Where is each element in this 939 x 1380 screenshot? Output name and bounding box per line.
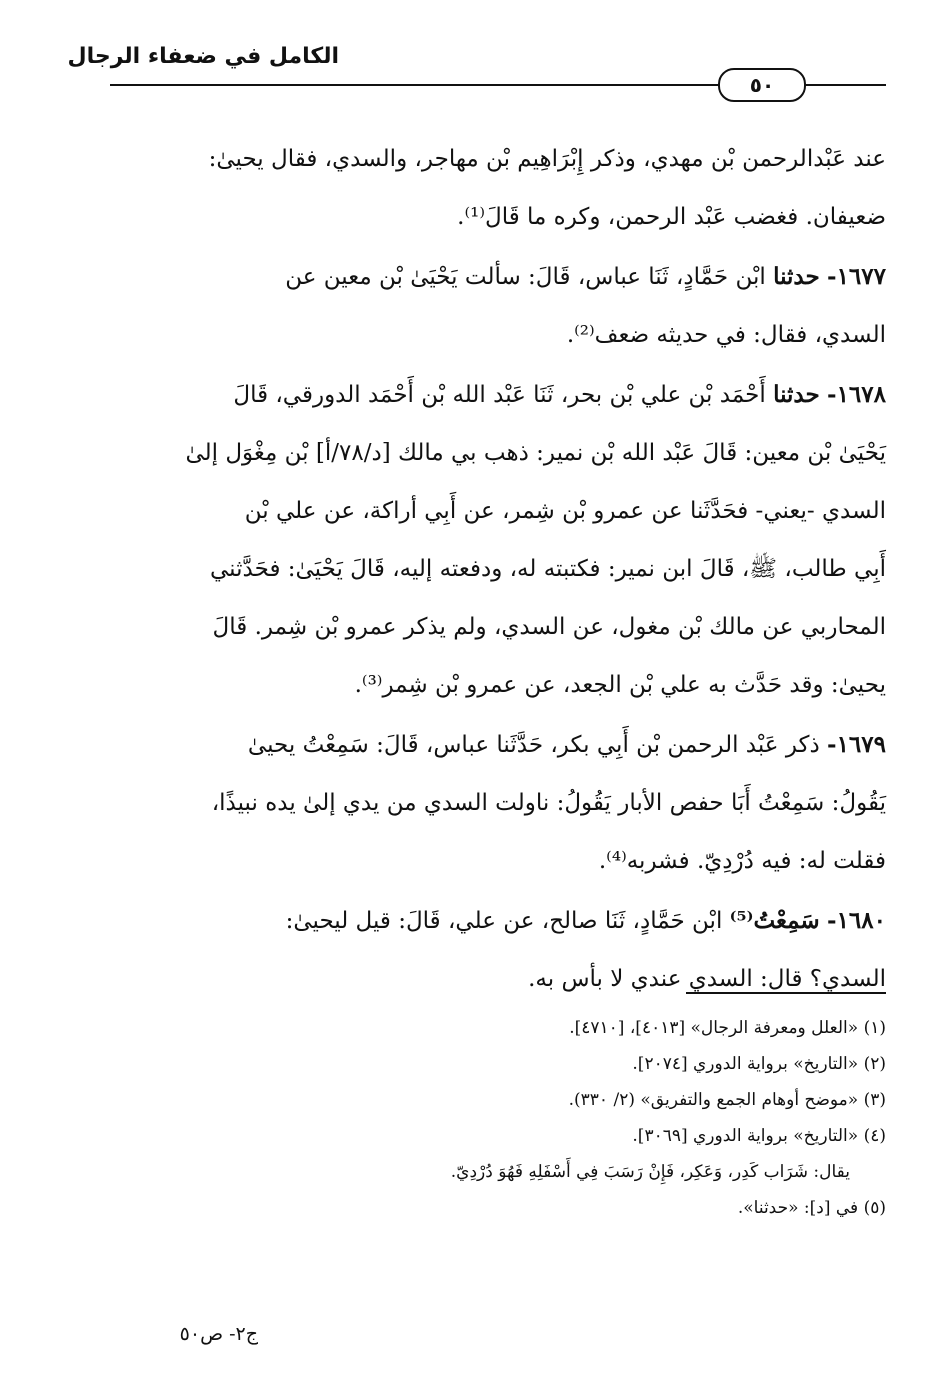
hadith-text: ذكر عَبْد الرحمن بْن أَبِي بكر، حَدَّثَنا عباس، قَالَ: سَمِعْتُ يحيىٰ [247, 732, 820, 758]
footnote-4: (٤) «التاريخ» برواية الدوري [٣٠٦٩]. [632, 1126, 886, 1146]
paragraph-1679-line-2: يَقُولُ: سَمِعْتُ أَبَا حفص الأبار يَقُولُ: ناولت السدي من يدي إلىٰ يده نبيذًا، [211, 790, 886, 816]
paragraph-1679 [108, 716, 886, 774]
footnotes [106, 1010, 886, 1226]
page-number-badge: ٥٠ [718, 68, 806, 102]
paragraph-1680 [108, 892, 886, 950]
paragraph-1678 [108, 366, 886, 424]
footnote-5: (٥) في [د]: «حدثنا». [737, 1198, 886, 1218]
hadith-number: ١٦٧٨- [827, 381, 886, 408]
hadith-text: أَحْمَد بْن علي بْن بحر، ثَنَا عَبْد الله بْن أَحْمَد الدورقي، قَالَ [233, 382, 766, 408]
footnote-3: (٣) «موضح أوهام الجمع والتفريق» (٢/ ٣٣٠). [568, 1090, 886, 1110]
running-title: الكامل في ضعفاء الرجال [67, 44, 339, 69]
paragraph-1678-line-6: يحيىٰ: وقد حَدَّث به علي بْن الجعد، عن عمرو بْن شِمر⁽³⁾. [354, 672, 886, 698]
footnote-separator [686, 992, 886, 994]
hadith-text: ابْن حَمَّادٍ، ثَنَا عباس، قَالَ: سألت يَحْيَىٰ بْن معين عن [285, 264, 766, 290]
volume-page-reference: ج٢- ص٥٠ [179, 1323, 258, 1345]
paragraph-1678-line-5: المحاربي عن مالك بْن مغول، عن السدي، ولم يذكر عمرو بْن شِمر. قَالَ [212, 614, 886, 640]
hadith-keyword: سَمِعْتُ⁽⁵⁾ [729, 907, 820, 934]
footnote-4-gloss: يقال: شَرَاب كَدِر، وَعَكِر، فَإِنْ رَسَبَ فِي أَسْفَلِهِ فَهُوَ دُرْدِيّ. [450, 1162, 850, 1182]
paragraph-intro-line-2: ضعيفان. فغضب عَبْد الرحمن، وكره ما قَالَ⁽¹⁾. [457, 204, 886, 230]
paragraph-1678-line-3: السدي -يعني- فحَدَّثَنا عن عمرو بْن شِمر، عن أَبِي أراكة، عن علي بْن [244, 498, 886, 524]
paragraph-1677 [108, 248, 886, 306]
hadith-text: ابْن حَمَّادٍ، ثَنَا صالح، عن علي، قَالَ: قيل ليحيىٰ: [285, 908, 723, 934]
footnote-1: (١) «العلل ومعرفة الرجال» [٤٠١٣]، [٤٧١٠]. [569, 1018, 886, 1038]
paragraph-1678-line-4: أَبِي طالب، ﷺ، قَالَ ابن نمير: فكتبته له، ودفعته إليه، قَالَ يَحْيَىٰ: فحَدَّثني [210, 556, 886, 582]
footnote-2: (٢) «التاريخ» برواية الدوري [٢٠٧٤]. [632, 1054, 886, 1074]
paragraph-intro-line-1: عند عَبْدالرحمن بْن مهدي، وذكر إِبْرَاهِيم بْن مهاجر، والسدي، فقال يحيىٰ: [208, 146, 886, 172]
paragraph-1679-line-3: فقلت له: فيه دُرْدِيّ. فشربه⁽⁴⁾. [598, 848, 886, 874]
hadith-keyword: حدثنا [773, 263, 820, 290]
paragraph-1678-line-2: يَحْيَىٰ بْن معين: قَالَ عَبْد الله بْن نمير: ذهب بي مالك [د/٧٨/أ] بْن مِغْوَل إلىٰ [185, 440, 886, 466]
main-text [108, 130, 886, 1008]
hadith-number: ١٦٨٠- [827, 907, 886, 934]
hadith-keyword: حدثنا [773, 381, 820, 408]
hadith-number: ١٦٧٧- [827, 263, 886, 290]
paragraph-1680-line-2: السدي؟ قال: السدي عندي لا بأس به. [528, 966, 886, 992]
hadith-number: ١٦٧٩- [827, 731, 886, 758]
paragraph-1677-line-2: السدي، فقال: في حديثه ضعف⁽²⁾. [566, 322, 886, 348]
